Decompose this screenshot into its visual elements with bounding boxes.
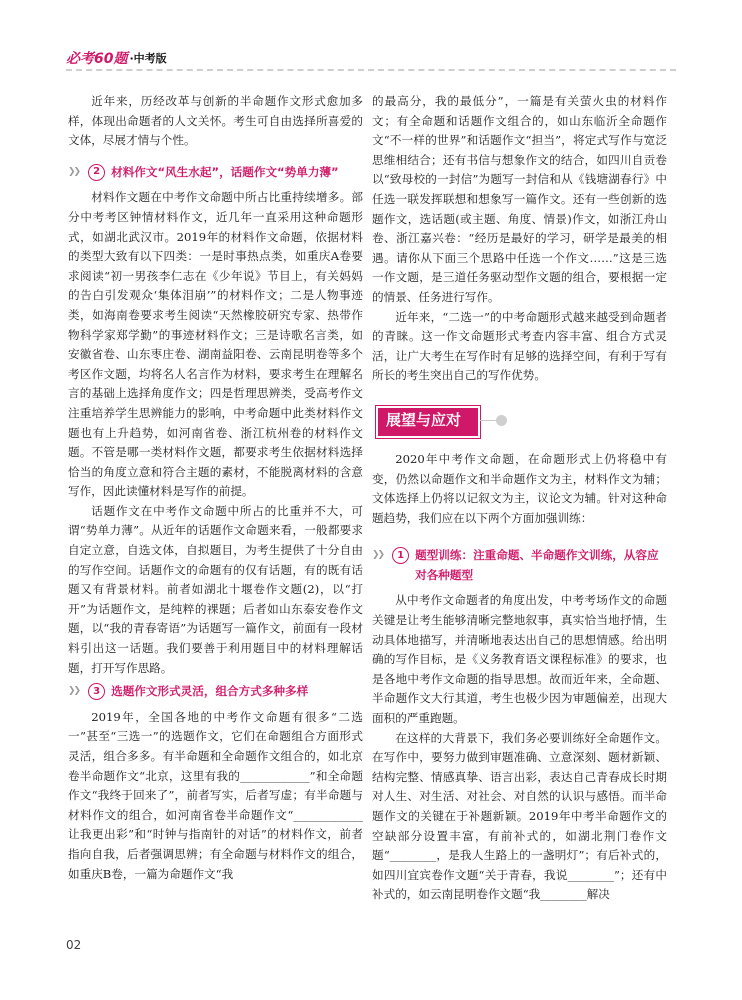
body-paragraph: 2020年中考作文命题，在命题形式上仍将稳中有变，仍然以命题作文和半命题作文为主，材料作文为辅；文体选择上仍将以记叙文为主，议论文为辅。针对这种命题趋势，我们应在以下两个方面加强训练： bbox=[372, 451, 667, 525]
right-column bbox=[372, 92, 667, 905]
section-heading-3 bbox=[68, 682, 363, 702]
section-number-badge: 2 bbox=[88, 164, 105, 181]
left-column bbox=[68, 92, 363, 884]
double-chevron-icon: ❯❯ bbox=[68, 686, 80, 697]
banner-title: 展望与应对 bbox=[386, 410, 462, 429]
section-heading-2 bbox=[68, 163, 363, 183]
section-number-badge: 1 bbox=[392, 547, 409, 564]
body-paragraph: 材料作文题在中考作文命题中所占比重持续增多。部分中考考区钟情材料作文，近几年一直采用这种命题形式，如湖北武汉市。2019年的材料作文命题，依据材料的类型大致有以下四类：一是时事热点类，如重庆A卷要求阅读“初一男孩李仁志在《少年说》节目上，有关妈妈的告白引发观众‘集体泪崩’”的材料作文；二是人物事迹类，如海南卷要求考生阅读“天然橡胶研究专家、热带作物科学家郑学勤”的事迹材料作文；三是诗歌名言类，如安徽省卷、山东枣庄卷、湖南益阳卷、云南昆明卷等多个考区作文题，均将名人名言作为材料，要求考生在理解名言的基础上选择角度作文；四是哲理思辨类，受高考作文注重培养学生思辨能力的影响，中考命题中此类材料作文题也有上升趋势，如河南省卷、浙江杭州卷的材料作文题。不管是哪一类材料作文题，都要求考生依据材料选择恰当的角度立意和符合主题的素材，不能脱离材料的含意写作，因此读懂材料是写作的前提。 bbox=[68, 190, 363, 499]
intro-paragraph: 近年来，历经改革与创新的半命题作文形式愈加多样，体现出命题者的人文关怀。考生可自由选择所喜爱的文体，尽展才情与个性。 bbox=[68, 94, 363, 148]
page-number: 02 bbox=[66, 938, 82, 952]
body-paragraph: 话题作文在中考作文命题中所占的比重并不大，可谓“势单力薄”。从近年的话题作文命题来看，一般都要求自定立意，自选文体，自拟题目，为考生提供了十分自由的写作空间。话题作文的命题有的仅有话题，有的既有话题又有背景材料。前者如湖北十堰卷作文题(2)，以“打开”为话题作文，是纯粹的裸题；后者如山东泰安卷作文题，以“我的青春寄语”为话题写一篇作文，前面有一段材料引出这一话题。我们要善于利用题目中的材料理解话题，打开写作思路。 bbox=[68, 503, 363, 675]
double-chevron-icon: ❯❯ bbox=[372, 550, 384, 561]
section-title: 选题作文形式灵活，组合方式多种多样 bbox=[111, 684, 309, 699]
body-paragraph: 近年来，“二选一”的中考命题形式越来越受到命题者的青睐。这一作文命题形式考查内容丰富、组合方式灵活，让广大考生在写作时有足够的选择空间，有利于写有所长的考生突出自己的写作优势。 bbox=[372, 309, 667, 383]
body-paragraph: 从中考作文命题者的角度出发，中考考场作文的命题关键是让考生能够清晰完整地叙事，真实恰当地抒情，生动具体地描写，并清晰地表达出自己的思想情感。给出明确的写作目标，是《义务教育语文课程标准》的要求，也是各地中考作文命题的指导思想。故而近年来，全命题、半命题作文大行其道，考生也极少因为审题偏差，出现大面积的严重跑题。 bbox=[372, 593, 667, 726]
brand-logo: 必考60题 bbox=[66, 51, 128, 67]
section-banner bbox=[372, 406, 667, 436]
banner-connector-line bbox=[480, 420, 496, 421]
header-divider bbox=[66, 69, 676, 71]
running-header bbox=[66, 48, 167, 68]
banner-dot-icon bbox=[496, 415, 507, 426]
section-number-badge: 3 bbox=[88, 683, 105, 700]
section-title: 材料作文“风生水起”，话题作文“势单力薄” bbox=[111, 164, 339, 179]
body-paragraph: 在这样的大背景下，我们务必要训练好全命题作文。在写作中，要努力做到审题准确、立意深刻、题材新颖、结构完整、情感真挚、语言出彩，表达自己青春成长时期对人生、对生活、对社会、对自然的认识与感悟。而半命题作文的关键在于补题新颖。2019年中考半命题作文的空缺部分设置丰富，有前补式的，如湖北荆门卷作文题“________，是我人生路上的一盏明灯”；有后补式的，如四川宜宾卷作文题“关于青春，我说________”；还有中补式的，如云南昆明卷作文题“我________解决 bbox=[372, 730, 667, 902]
section-heading-1 bbox=[372, 546, 667, 585]
body-paragraph: 2019年，全国各地的中考作文命题有很多“二选一”甚至“三选一”的选题作文，它们在命题组合方面形式灵活，组合多多。有半命题和全命题作文组合的，如北京卷半命题作文“北京，这里有我的____________”和全命题作文“我终于回来了”，前者写实，后者写虚；有半命题与材料作文的组合，如河南省卷半命题作文“____________让我更出彩”和“时钟与指南针的对话”的材料作文，前者指向自我，后者强调思辨；有全命题与材料作文的组合，如重庆B卷，一篇为命题作文“我 bbox=[68, 709, 363, 881]
section-title: 题型训练：注重命题、半命题作文训练，从容应对各种题型 bbox=[415, 548, 659, 582]
body-paragraph-continued: 的最高分，我的最低分”，一篇是有关萤火虫的材料作文；有全命题和话题作文组合的，如山东临沂全命题作文“不一样的世界”和话题作文“担当”，将定式写作与宽泛思维相结合；还有书信与想象作文的结合，如四川自贡卷以“致母校的一封信”为题写一封信和从《钱塘湖春行》中任选一联发挥联想和想象写一篇作文。还有一些创新的选题作文，选话题(或主题、角度、情景)作文，如浙江舟山卷、浙江嘉兴卷：“经历是最好的学习，研学是最美的相遇。请你从下面三个思路中任选一个作文……”这是三选一作文题，是三道任务驱动型作文题的组合，要根据一定的情景、任务进行写作。 bbox=[372, 94, 667, 304]
edition-label: ·中考版 bbox=[129, 52, 167, 65]
double-chevron-icon: ❯❯ bbox=[68, 166, 80, 177]
